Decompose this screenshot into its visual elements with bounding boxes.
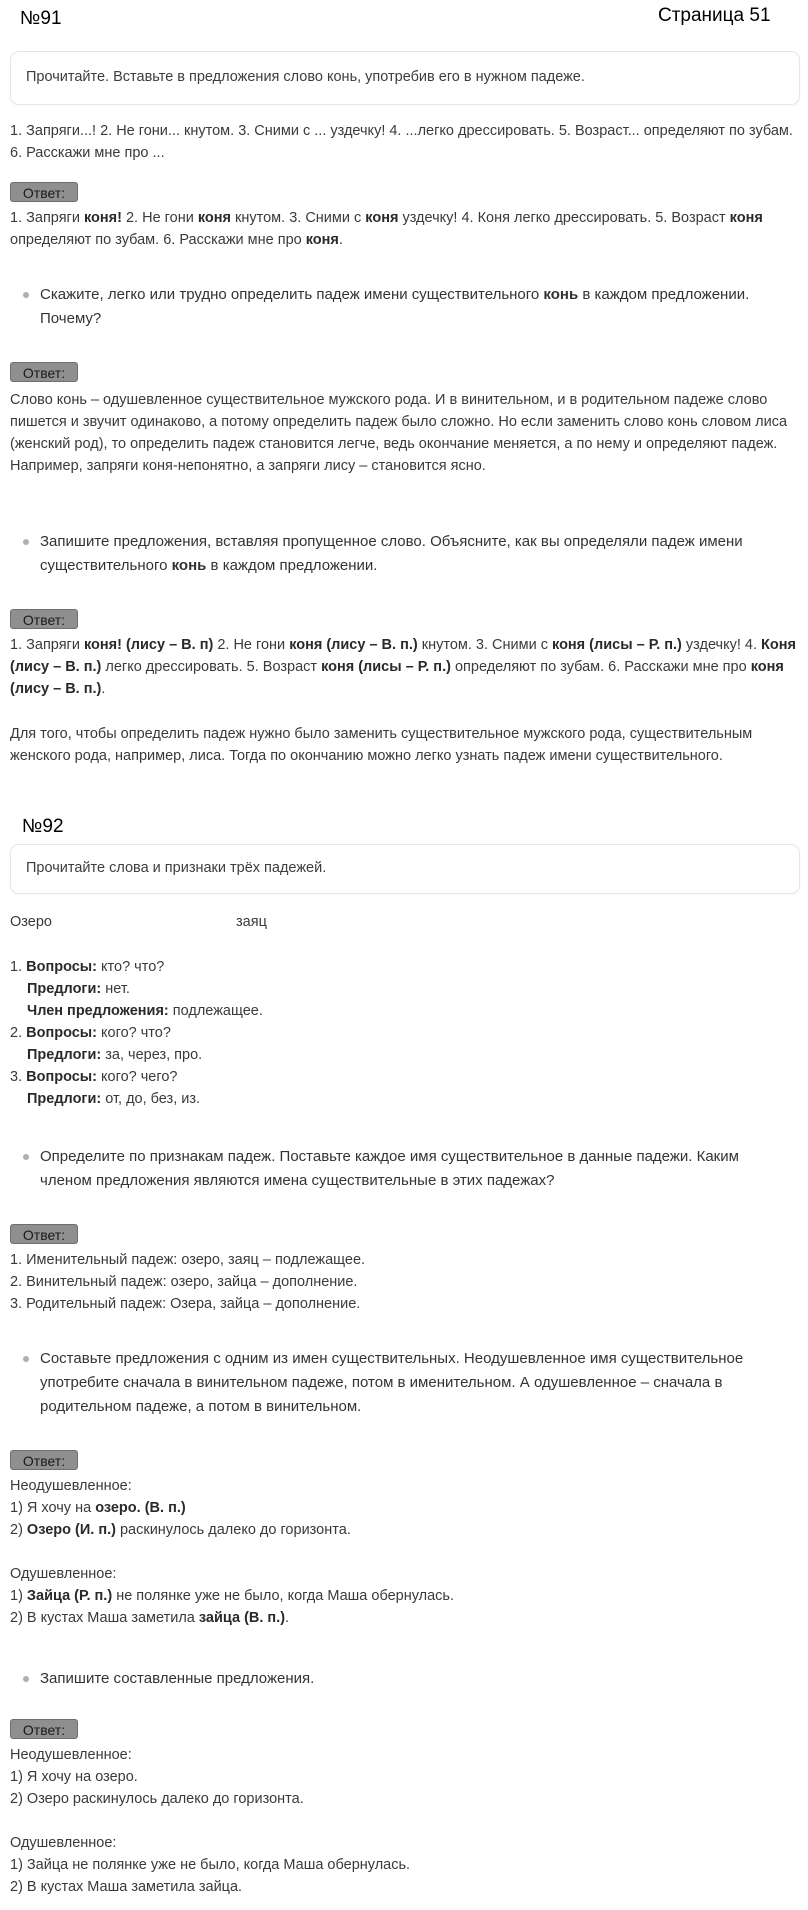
answer-badge: Ответ: — [10, 1450, 78, 1470]
case-label: Вопросы: — [26, 1025, 98, 1041]
case-value: кого? что? — [97, 1025, 171, 1041]
answer-line — [10, 1497, 798, 1519]
answer-badge: Ответ: — [10, 1719, 78, 1739]
answer-text: 1) — [10, 1588, 27, 1604]
answer-bold: Зайца (Р. п.) — [26, 1588, 113, 1604]
case-3-questions — [10, 1066, 710, 1088]
exercise-text-91: 1. Запряги...! 2. Не гони... кнутом. 3. Сними с ... уздечку! 4. ...легко дрессировать. 5. Возраст... определяют по зубам. 6. Расскажи мне про ... — [10, 123, 793, 161]
answer-line — [10, 1585, 798, 1607]
question-92-3: Запишите составленные предложения. — [40, 1670, 315, 1687]
answer-text: . — [338, 232, 343, 248]
task-text-92: Прочитайте слова и признаки трёх падежей. — [26, 860, 327, 876]
case-number: 1. — [10, 959, 27, 975]
case-value: от, до, без, из. — [101, 1091, 201, 1107]
bullet-dot — [23, 1676, 29, 1682]
answer-text: кнутом. 3. Сними с — [231, 210, 366, 226]
answer-bold: Озеро (И. п.) — [26, 1522, 116, 1538]
task-card-91 — [10, 51, 800, 105]
question-bold: конь — [543, 286, 579, 303]
answer-text: . — [101, 681, 106, 697]
answer-bold: коня (лису – В. п.) — [10, 659, 784, 697]
spacer — [10, 1810, 798, 1832]
case-label: Предлоги: — [27, 981, 102, 997]
bullet-dot — [23, 1356, 29, 1362]
answer-91-note: Для того, чтобы определить падеж нужно было заменить существительное мужского рода, существительным женского рода, например, лиса. Тогда по окончанию можно легко узнать падеж имени существительного. — [10, 726, 753, 764]
answer-line: 2. Винительный падеж: озеро, зайца – дополнение. — [10, 1274, 358, 1290]
case-label: Предлоги: — [27, 1047, 102, 1063]
cases-list — [10, 956, 710, 1110]
question-text: в каждом предложении. — [206, 557, 378, 574]
case-1-prepositions — [10, 978, 710, 1000]
case-label: Вопросы: — [26, 959, 98, 975]
answer-text: раскинулось далеко до горизонта. — [115, 1522, 351, 1538]
answer-text: 2. Не гони — [213, 637, 290, 653]
bullet-dot — [23, 1154, 29, 1160]
case-label: Предлоги: — [27, 1091, 102, 1107]
answer-paragraph: Слово конь – одушевленное существительное мужского рода. И в винительном, и в родительном падеже слово пишется и звучит одинаково, а потому определить падеж было сложно. Но если заменить слово конь словом лиса (женский род), то определить падеж становится легче, ведь окончание меняется, а по нему и определяют падеж. — [10, 392, 788, 452]
answer-92-3 — [10, 1744, 798, 1898]
case-1-questions — [10, 956, 710, 978]
answer-text: определяют по зубам. 6. Расскажи мне про — [450, 659, 751, 675]
answer-bold: коня — [305, 232, 339, 248]
question-text: Скажите, легко или трудно определить падеж имени существительного — [40, 286, 544, 303]
answer-line: Одушевленное: — [10, 1566, 117, 1582]
answer-badge: Ответ: — [10, 362, 78, 382]
answer-badge: Ответ: — [10, 182, 78, 202]
case-value: нет. — [101, 981, 130, 997]
task-text-91: Прочитайте. Вставьте в предложения слово конь, употребив его в нужном падеже. — [26, 69, 585, 85]
question-92-1: Определите по признакам падеж. Поставьте каждое имя существительное в данные падежи. Каким членом предложения являются имена существительные в этих падежах? — [40, 1148, 739, 1189]
case-label: Вопросы: — [26, 1069, 98, 1085]
case-value: кто? что? — [97, 959, 165, 975]
case-number: 3. — [10, 1069, 27, 1085]
answer-bold: коня — [197, 210, 231, 226]
answer-text: кнутом. 3. Сними с — [417, 637, 552, 653]
case-2-prepositions — [10, 1044, 710, 1066]
page-label: Страница 51 — [658, 5, 771, 26]
case-value: подлежащее. — [168, 1003, 263, 1019]
answer-bold: коня (лисы – Р. п.) — [552, 637, 682, 653]
exercise-number-92: №92 — [22, 816, 64, 837]
answer-92-2 — [10, 1475, 798, 1629]
answer-paragraph: Например, запряги коня-непонятно, а запряги лису – становится ясно. — [10, 458, 486, 474]
answer-badge: Ответ: — [10, 609, 78, 629]
answer-text: не полянке уже не было, когда Маша обернулась. — [112, 1588, 455, 1604]
answer-line: Одушевленное: — [10, 1835, 117, 1851]
answer-line: Неодушевленное: — [10, 1478, 132, 1494]
answer-bold: коня (лисы – Р. п.) — [321, 659, 451, 675]
case-3-prepositions — [10, 1088, 710, 1110]
answer-bold: Коня (лису – В. п.) — [10, 637, 796, 675]
answer-bold: коня! (лису – В. п) — [83, 637, 214, 653]
answer-text: 2. Не гони — [121, 210, 198, 226]
answer-badge: Ответ: — [10, 1224, 78, 1244]
answer-line: 2) Озеро раскинулось далеко до горизонта. — [10, 1791, 304, 1807]
answer-91-2 — [10, 389, 798, 477]
answer-line: 1. Именительный падеж: озеро, заяц – подлежащее. — [10, 1252, 366, 1268]
bullet-dot — [23, 292, 29, 298]
answer-bold: коня (лису – В. п.) — [289, 637, 418, 653]
question-text: в каждом предложении. Почему? — [40, 286, 750, 327]
answer-text: . — [285, 1610, 290, 1626]
task-card-92 — [10, 844, 800, 894]
answer-line — [10, 1607, 798, 1629]
word-ozero: Озеро — [10, 914, 52, 930]
answer-text: определяют по зубам. 6. Расскажи мне про — [10, 232, 306, 248]
spacer — [10, 1541, 798, 1563]
case-value: кого? чего? — [97, 1069, 178, 1085]
answer-text: 2) В кустах Маша заметила — [10, 1610, 199, 1626]
exercise-number-91: №91 — [20, 8, 62, 29]
answer-line: 1) Зайца не полянке уже не было, когда Маша обернулась. — [10, 1857, 411, 1873]
question-92-2: Составьте предложения с одним из имен существительных. Неодушевленное имя существительное употребите сначала в винительном падеже, потом в именительном. А одушевленное – сначала в родительном падеже, а потом в винительном. — [40, 1350, 744, 1415]
answer-line: 1) Я хочу на озеро. — [10, 1769, 138, 1785]
case-2-questions — [10, 1022, 710, 1044]
answer-bold: зайца (В. п.) — [198, 1610, 286, 1626]
answer-text: 1) Я хочу на — [10, 1500, 96, 1516]
case-label: Член предложения: — [27, 1003, 169, 1019]
bullet-dot — [23, 539, 29, 545]
answer-bold: коня — [365, 210, 399, 226]
answer-text: 2) — [10, 1522, 27, 1538]
answer-91-1 — [10, 207, 798, 251]
answer-line: 3. Родительный падеж: Озера, зайца – дополнение. — [10, 1296, 361, 1312]
question-91-2 — [40, 283, 760, 331]
question-text: Запишите предложения, вставляя пропущенное слово. Объясните, как вы определяли падеж имени существительного — [40, 533, 743, 574]
question-bold: конь — [171, 557, 207, 574]
answer-line: Неодушевленное: — [10, 1747, 132, 1763]
answer-bold: коня! — [83, 210, 122, 226]
case-1-member — [10, 1000, 710, 1022]
answer-line: 2) В кустах Маша заметила зайца. — [10, 1879, 243, 1895]
answer-text: уздечку! 4. — [681, 637, 762, 653]
question-91-3 — [40, 530, 760, 578]
answer-text: уздечку! 4. Коня легко дрессировать. 5. Возраст — [398, 210, 730, 226]
answer-text: 1. Запряги — [10, 210, 84, 226]
answer-text: 1. Запряги — [10, 637, 84, 653]
answer-bold: озеро. (В. п.) — [95, 1500, 186, 1516]
answer-text: легко дрессировать. 5. Возраст — [101, 659, 322, 675]
answer-bold: коня — [729, 210, 763, 226]
answer-92-1 — [10, 1249, 798, 1315]
word-zayats: заяц — [236, 914, 267, 930]
answer-91-3 — [10, 634, 798, 700]
case-number: 2. — [10, 1025, 27, 1041]
answer-line — [10, 1519, 798, 1541]
case-value: за, через, про. — [101, 1047, 203, 1063]
